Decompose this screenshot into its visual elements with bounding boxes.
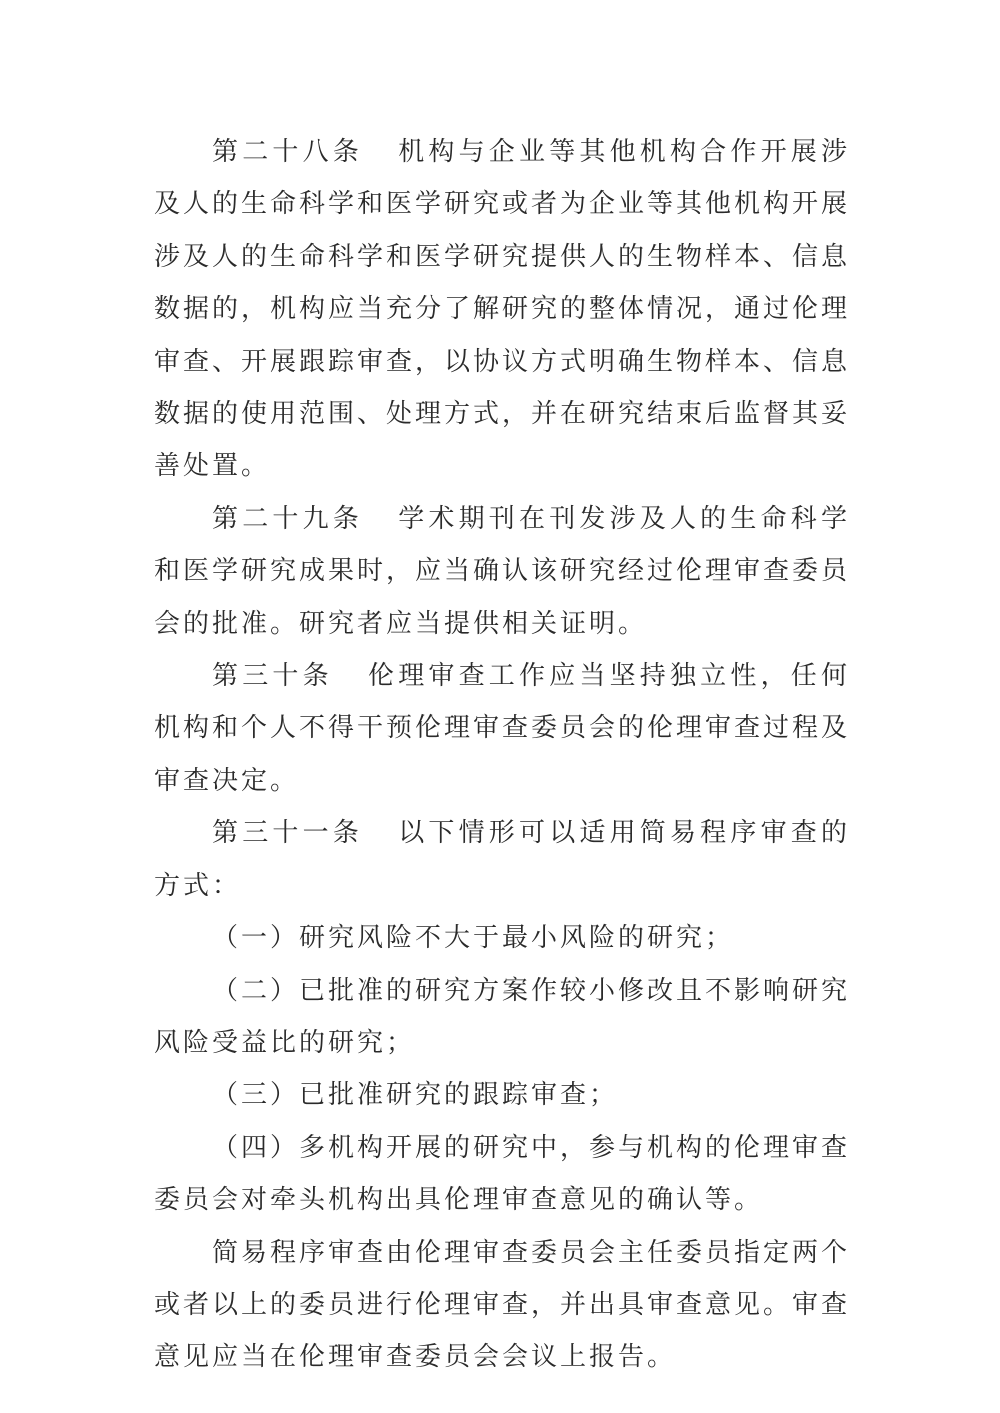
list-item-2 <box>154 965 850 1070</box>
paragraph-article-31 <box>154 807 850 912</box>
article-text: 机构与企业等其他机构合作开展涉及人的生命科学和医学研究或者为企业等其他机构开展涉及人的生命科学和医学研究提供人的生物样本、信息数据的，机构应当充分了解研究的整体情况，通过伦理审查、开展跟踪审查，以协议方式明确生物样本、信息数据的使用范围、处理方式，并在研究结束后监督其妥善处置。 <box>154 137 851 482</box>
paragraph-article-28 <box>154 126 850 493</box>
list-item-text: （二）已批准的研究方案作较小修改且不影响研究风险受益比的研究； <box>154 975 851 1058</box>
paragraph-text: 简易程序审查由伦理审查委员会主任委员指定两个或者以上的委员进行伦理审查，并出具审查意见。审查意见应当在伦理审查委员会会议上报告。 <box>154 1237 851 1373</box>
article-number: 第二十九条 <box>212 503 363 534</box>
document-body <box>154 126 850 1384</box>
paragraph-article-29 <box>154 493 850 650</box>
list-item-text: （一）研究风险不大于最小风险的研究； <box>212 923 735 954</box>
article-number: 第三十一条 <box>212 818 363 849</box>
article-number: 第三十条 <box>212 661 333 692</box>
list-item-text: （三）已批准研究的跟踪审查； <box>212 1080 619 1111</box>
paragraph-simplified-review <box>154 1227 850 1384</box>
list-item-3 <box>154 1069 850 1121</box>
article-text: 以下情形可以适用简易程序审查的方式： <box>154 818 850 901</box>
article-number: 第二十八条 <box>212 137 363 167</box>
list-item-text: （四）多机构开展的研究中，参与机构的伦理审查委员会对牵头机构出具伦理审查意见的确认等。 <box>154 1132 851 1216</box>
article-text: 学术期刊在刊发涉及人的生命科学和医学研究成果时，应当确认该研究经过伦理审查委员会的批准。研究者应当提供相关证明。 <box>154 503 851 639</box>
list-item-4 <box>154 1122 850 1227</box>
article-text: 伦理审查工作应当坚持独立性，任何机构和个人不得干预伦理审查委员会的伦理审查过程及审查决定。 <box>154 661 851 796</box>
list-item-1 <box>154 912 850 964</box>
paragraph-article-30 <box>154 650 850 807</box>
